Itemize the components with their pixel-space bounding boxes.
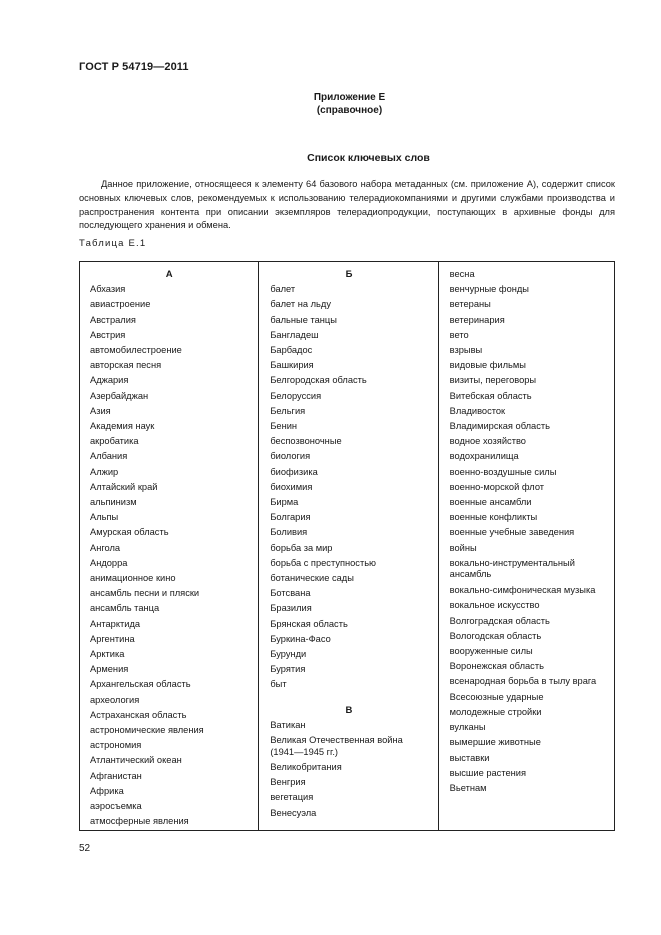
keyword-item: Белоруссия [270, 390, 322, 401]
keyword-column-b [259, 262, 438, 830]
keyword-item: Барбадос [270, 345, 313, 355]
keyword-item: аэросъемка [90, 801, 142, 812]
keyword-item: Бангладеш [270, 329, 319, 340]
keyword-item: Андорра [90, 557, 128, 568]
keyword-item: видовые фильмы [449, 360, 526, 371]
keyword-item: Вьетнам [449, 783, 487, 794]
keyword-item: вето [449, 329, 469, 340]
keyword-item: высшие растения [449, 767, 527, 778]
keyword-item: Ватикан [270, 719, 306, 730]
keyword-item: Владимирская область [449, 421, 550, 432]
document-header: ГОСТ Р 54719—2011 [79, 61, 189, 73]
keyword-item: молодежные стройки [449, 707, 542, 718]
keyword-item: Алжир [90, 466, 119, 477]
keyword-item: вегетация [270, 792, 314, 803]
column-heading-a: А [165, 269, 173, 280]
column-heading-v: В [345, 704, 353, 716]
keyword-item: Бенин [270, 421, 298, 432]
intro-paragraph: Данное приложение, относящееся к элементу 64 базового набора метаданных (см. приложение А), содержит список основных ключевых слов, рекомендуемых к использованию телерадиокомпаниями и другими службами производства и распространения контента при описании экземпляров телерадиопродукции, поступающих в архивные фонды для последующего хранения и обмена. [79, 179, 615, 231]
keyword-item: Аджария [90, 375, 129, 386]
keyword-item: Альпы [90, 512, 119, 523]
keyword-item: акробатика [90, 436, 139, 447]
keyword-item: биология [270, 451, 311, 462]
keyword-item: взрывы [449, 345, 483, 356]
column-heading-b: Б [345, 269, 353, 280]
keyword-list-b [270, 282, 437, 692]
keyword-item: Академия наук [90, 421, 155, 432]
keyword-item: быт [270, 679, 287, 690]
keyword-item: Аргентина [90, 633, 135, 644]
keyword-item: Азия [90, 405, 111, 416]
keyword-item: Венгрия [270, 777, 306, 788]
keyword-list-v-continued [450, 267, 614, 796]
keyword-item: Венесуэла [270, 807, 317, 818]
keyword-item: выставки [449, 752, 490, 763]
keyword-item: авиастроение [90, 299, 151, 310]
keyword-item: военные учебные заведения [449, 527, 575, 538]
section-title: Список ключевых слов [307, 152, 430, 164]
keyword-item: ветераны [449, 299, 491, 310]
keyword-item: биофизика [270, 466, 318, 477]
keyword-item: Архангельская область [90, 679, 191, 690]
keyword-item: астрономические явления [90, 725, 204, 736]
keyword-column-a [80, 262, 259, 830]
keyword-item: Буркина-Фасо [270, 633, 331, 644]
keyword-item: Атлантический океан [90, 755, 182, 766]
keyword-item: всенародная борьба в тылу врага [449, 676, 597, 687]
keyword-item: ботанические сады [270, 573, 354, 584]
keyword-item: Белгородская область [270, 375, 367, 386]
keyword-item: Амурская область [90, 527, 169, 538]
keyword-item: борьба за мир [270, 542, 333, 553]
keyword-item: Азербайджан [90, 390, 149, 401]
keyword-item: весна [449, 269, 475, 279]
keyword-item: вулканы [449, 722, 486, 733]
keyword-item: вымершие животные [449, 737, 541, 748]
keyword-item: Башкирия [270, 360, 314, 371]
keyword-item: Арктика [90, 649, 125, 660]
keyword-item: Австралия [90, 314, 136, 325]
keyword-item: Албания [90, 451, 128, 462]
keyword-item: водохранилища [449, 451, 519, 462]
keyword-item: альпинизм [90, 497, 137, 508]
keyword-item: археология [90, 694, 140, 705]
table-caption: Таблица Е.1 [79, 238, 147, 249]
keyword-item: автомобилестроение [90, 345, 182, 355]
keyword-item: Брянская область [270, 618, 348, 629]
keyword-item: Астраханская область [90, 709, 187, 720]
keyword-item: вокальное искусство [449, 600, 540, 611]
keyword-item: авторская песня [90, 360, 162, 371]
keyword-item: биохимия [270, 481, 313, 492]
keyword-item: вооруженные силы [449, 645, 533, 656]
keyword-item: военно-воздушные силы [449, 466, 557, 477]
keyword-item: Бурунди [270, 649, 307, 660]
keyword-item: Антарктида [90, 618, 141, 629]
keyword-item: вокально-инструментальный ансамбль [449, 557, 575, 580]
keyword-item: Африка [90, 785, 124, 796]
keyword-item: борьба с преступностью [270, 557, 377, 568]
keyword-item: Вологодская область [449, 630, 542, 641]
keyword-list-a [90, 282, 258, 829]
keyword-item: венчурные фонды [449, 284, 529, 295]
keyword-item: бальные танцы [270, 314, 337, 325]
keyword-column-v-continued [439, 262, 614, 830]
keyword-item: военные ансамбли [449, 497, 532, 508]
keyword-item: Бирма [270, 497, 299, 508]
keyword-item: Алтайский край [90, 481, 158, 492]
keyword-item: ансамбль танца [90, 603, 160, 614]
keyword-item: водное хозяйство [449, 436, 526, 447]
keyword-item: балет на льду [270, 299, 331, 310]
keyword-list-v [270, 718, 437, 821]
keyword-item: Бразилия [270, 603, 312, 614]
keyword-item: Ангола [90, 542, 121, 553]
keyword-item: Воронежская область [449, 661, 544, 672]
keyword-item: Бельгия [270, 405, 306, 416]
keyword-item: Волгоградская область [449, 615, 550, 626]
keyword-item: Витебская область [449, 390, 532, 401]
page-number: 52 [79, 843, 91, 854]
keyword-item: Ботсвана [270, 588, 311, 599]
keyword-item: Боливия [270, 527, 308, 538]
keyword-item: Бурятия [270, 664, 306, 675]
keyword-item: вокально-симфоническая музыка [449, 584, 596, 595]
appendix-heading [0, 91, 661, 117]
keyword-item: Армения [90, 664, 129, 675]
keyword-item: Афганистан [90, 770, 142, 781]
keyword-item: войны [449, 542, 477, 553]
keyword-item: ветеринария [449, 314, 505, 325]
appendix-subtitle: (справочное) [316, 105, 383, 116]
keyword-item: военные конфликты [449, 512, 538, 523]
keyword-item: Абхазия [90, 284, 126, 295]
keyword-item: Великобритания [270, 762, 342, 773]
keyword-item: астрономия [90, 740, 142, 751]
keyword-item: Австрия [90, 329, 126, 340]
keyword-item: Болгария [270, 512, 311, 523]
appendix-title: Приложение Е [313, 92, 386, 103]
keyword-table [79, 261, 615, 831]
keyword-item: балет [270, 284, 296, 295]
keyword-item: Всесоюзные ударные [449, 691, 544, 702]
keyword-item: анимационное кино [90, 573, 176, 584]
keyword-item: Владивосток [449, 405, 506, 416]
keyword-item: беспозвоночные [270, 436, 342, 447]
keyword-item: атмосферные явления [90, 816, 189, 827]
keyword-item: военно-морской флот [449, 481, 545, 492]
keyword-item: Великая Отечественная война (1941—1945 гг.) [270, 735, 403, 757]
keyword-item: ансамбль песни и пляски [90, 588, 200, 599]
keyword-item: визиты, переговоры [449, 375, 537, 386]
